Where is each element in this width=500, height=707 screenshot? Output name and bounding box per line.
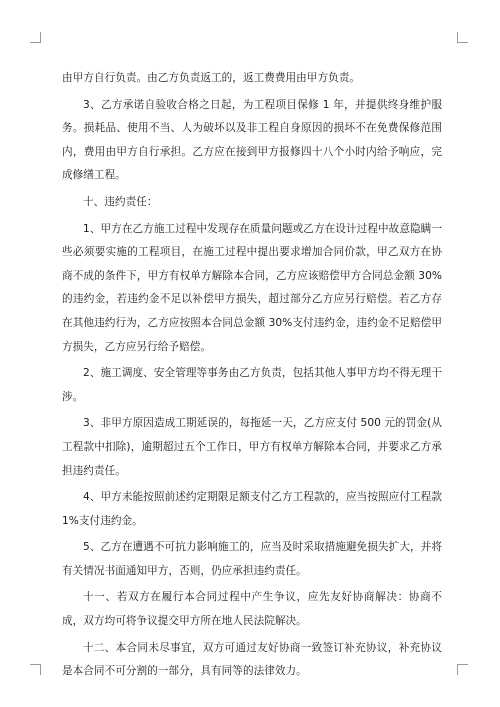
section-heading-breach-liability: 十、违约责任： xyxy=(83,195,158,208)
paragraph-breach-2: 2、施工调度、安全管理等事务由乙方负责，包括其他人事甲方均不得无理干涉。 xyxy=(62,367,442,403)
crop-mark-bottom-left xyxy=(30,664,41,675)
paragraph-breach-1: 1、甲方在乙方施工过程中发现存在质量问题或乙方在设计过程中故意隐瞒一些必须要实施的工程项目，在施工过程中提出要求增加合同价款，甲乙双方在协商不成的条件下，甲方有权单方解除本合同，乙方应该赔偿甲方合同总金额 30%的违约金，若违约金不足以补偿甲方损失，超过部分乙方应另行赔偿。若乙方存在其他违约行为，乙方应按照本合同总金额 30%支付违约金，违约金不足赔偿甲方损失，乙方应另行给予赔偿。 xyxy=(62,222,442,353)
crop-mark-bottom-right xyxy=(457,664,468,675)
paragraph-continuation: 由甲方自行负责。由乙方负责返工的，返工费费用由甲方负责。 xyxy=(62,72,361,84)
paragraph-supplementary-agreement: 十二、本合同未尽事宜，双方可通过友好协商一致签订补充协议，补充协议是本合同不可分割的一部分，具有同等的法律效力。 xyxy=(62,641,442,678)
paragraph-dispute-resolution: 十一、若双方在履行本合同过程中产生争议，应先友好协商解决：协商不成，双方均可将争议提交甲方所在地人民法院解决。 xyxy=(62,591,442,628)
paragraph-warranty: 3、乙方承诺自验收合格之日起，为工程项目保修 1 年，并提供终身维护服务。损耗品、使用不当、人为破坏以及非工程自身原因的损坏不在免费保修范围内，费用由甲方自行承担。乙方应在接到甲方报修四十八个小时内给予响应，完成修缮工程。 xyxy=(62,98,442,182)
paragraph-breach-5: 5、乙方在遭遇不可抗力影响施工的，应当及时采取措施避免损失扩大，并将有关情况书面通知甲方，否则，仍应承担违约责任。 xyxy=(62,541,442,577)
crop-mark-top-left xyxy=(30,32,41,43)
paragraph-breach-3: 3、非甲方原因造成工期延误的，每拖延一天，乙方应支付 500 元的罚金(从 工程款中扣除)，逾期超过五个工作日，甲方有权单方解除本合同，并要求乙方承担违约责任。 xyxy=(62,417,442,477)
paragraph-breach-4: 4、甲方未能按照前述约定期限足额支付乙方工程款的，应当按照应付工程款 1%支付违约金。 xyxy=(62,491,442,527)
crop-mark-top-right xyxy=(457,32,468,43)
document-body xyxy=(62,67,442,687)
